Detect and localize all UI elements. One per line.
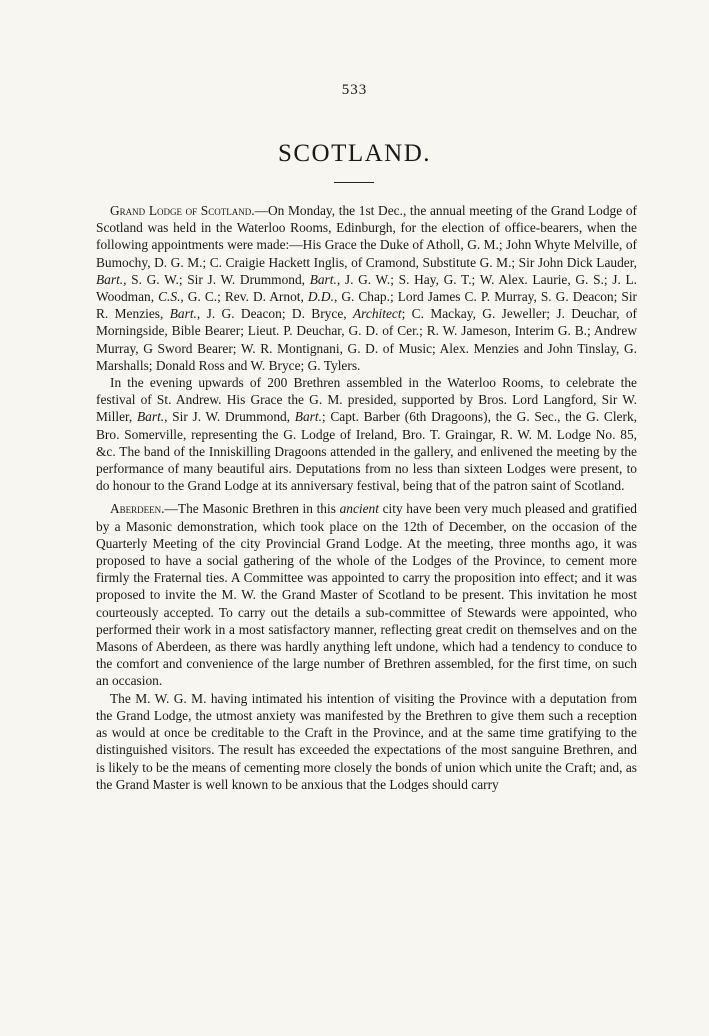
text-run: , Sir J. W. Drummond,: [164, 409, 295, 425]
article-body: [96, 202, 637, 793]
italic-run: Bart.: [96, 271, 124, 287]
italic-run: D.D.: [307, 289, 334, 305]
text-run: ; C. Mackay, G. Jeweller; J. Deuchar, of Morningside, Bible Bearer; Lieut. P. Deuchar, G. D. of Cer.; R. W. Jameson, Interim G. B.; Andrew Murray, G Sword Bearer; W. R. Montignani, G. D. of Music; Alex. Menzies and John Tinslay, G. Marshalls; Donald Ross and W. Bryce; G. Tylers.: [96, 306, 637, 373]
text-run: , J. G. Deacon; D. Bryce,: [196, 306, 353, 322]
run-in-heading: Aberdeen.: [110, 501, 165, 517]
text-run: , G. Chap.; Lord James C. P. Murray, S. G. Deacon; Sir R. Menzies,: [96, 289, 637, 322]
run-in-heading: Grand Lodge of Scotland.: [110, 203, 255, 218]
italic-run: Bart.: [136, 409, 165, 425]
italic-run: Bart.: [309, 271, 337, 287]
italic-run: Architect: [352, 306, 402, 322]
section-heading: SCOTLAND.: [277, 140, 432, 167]
text-run: In the evening upwards of 200 Brethren assembled in the Waterloo Rooms, to celebrate the festival of St. Andrew. His Grace the G. M. presided, supported by Bros. Lord Langford, Sir W. Miller,: [96, 375, 637, 425]
paragraph-grand-master-visit: [96, 690, 637, 793]
italic-run: Bart.: [169, 306, 197, 322]
italic-run: ancient: [339, 501, 379, 517]
text-run: ; Capt. Barber (6th Dragoons), the G. Sec., the G. Clerk, Bro. Somerville, representing the G. Lodge of Ireland, Bro. T. Graingar, R. W. M. Lodge No. 85, &c. The band of the Inniskilling Dragoons attended in the gallery, and enlivened the meeting by the performance of many beautiful airs. Deputations from no less than sixteen Lodges were present, to do honour to the Grand Lodge at its anniversary festival, being that of the patron saint of Scotland.: [96, 409, 637, 494]
text-run: —The Masonic Brethren in this: [164, 501, 340, 517]
text-run: , G. C.; Rev. D. Arnot,: [180, 289, 308, 305]
text-run: , J. G. W.; S. Hay, G. T.; W. Alex. Laurie, G. S.; J. L. Woodman,: [96, 271, 638, 305]
paragraph-aberdeen: [96, 500, 637, 689]
text-run: The M. W. G. M. having intimated his intention of visiting the Province with a deputation from the Grand Lodge, the utmost anxiety was manifested by the Brethren to give them such a reception as would at once be creditable to the Craft in the Province, and at the same time gratifying to the distinguished visitors. The result has exceeded the expectations of the most sanguine Brethren, and is likely to be the means of cementing more closely the bonds of union which unite the Craft; and, as the Grand Master is well known to be anxious that the Lodges should carry: [96, 690, 637, 792]
italic-run: Bart.: [294, 409, 322, 425]
italic-run: C.S.: [158, 289, 181, 305]
page-number: 533: [341, 82, 368, 98]
paragraph-grand-lodge: [96, 202, 637, 374]
text-run: —On Monday, the 1st Dec., the annual meeting of the Grand Lodge of Scotland was held in the Waterloo Rooms, Edinburgh, for the election of office-bearers, when the following appointments were made:—His Grace the Duke of Atholl, G. M.; John Whyte Melville, of Bumochy, D. G. M.; C. Craigie Hackett Inglis, of Cramond, Substitute G. M.; Sir John Dick Lauder,: [96, 203, 637, 270]
paragraph-evening-festival: [96, 374, 637, 494]
text-run: , S. G. W.; Sir J. W. Drummond,: [123, 271, 310, 287]
text-run: city have been very much pleased and gratified by a Masonic demonstration, which took place on the 12th of December, on the occasion of the Quarterly Meeting of the city Provincial Grand Lodge. At the meeting, three months ago, it was proposed to have a social gathering of the whole of the Lodges of the Province, to cement more firmly the Fraternal ties. A Committee was appointed to carry the proposition into effect; and it was proposed to invite the M. W. the Grand Master of Scotland to be present. This invitation he most courteously accepted. To carry out the details a sub-committee of Stewards were appointed, who performed their work in a most satisfactory manner, reflecting great credit on themselves and on the Masons of Aberdeen, as there was hardly anything left undone, which had a tendency to conduce to the comfort and convenience of the large number of Brethren assembled, for the first time, on such an occasion.: [96, 501, 637, 689]
heading-rule: [334, 182, 374, 183]
